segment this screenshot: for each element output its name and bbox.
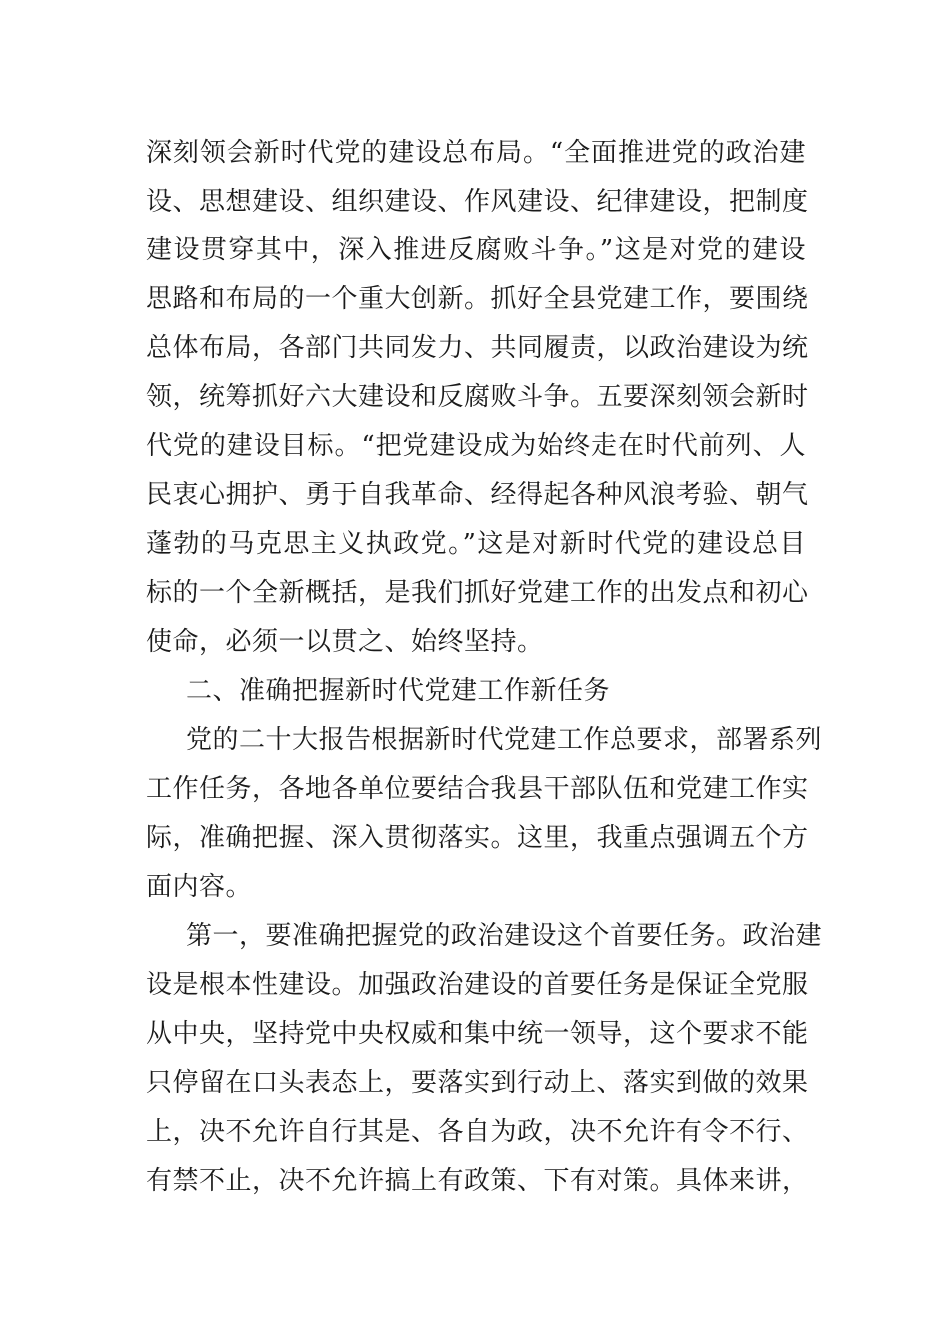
section-heading: 二、准确把握新时代党建工作新任务 [186,676,611,706]
text-line: 民衷心拥护、勇于自我革命、经得起各种风浪考验、朝气 [146,480,809,510]
text-line: 深刻领会新时代党的建设总布局。“全面推进党的政治建 [146,138,806,168]
text-line: 党的二十大报告根据新时代党建工作总要求，部署系列 [186,725,823,755]
text-line: 建设贯穿其中，深入推进反腐败斗争。”这是对党的建设 [146,235,806,265]
text-line: 思路和布局的一个重大创新。抓好全县党建工作，要围绕 [146,284,809,314]
text-line: 蓬勃的马克思主义执政党。”这是对新时代党的建设总目 [146,529,806,559]
text-line: 设、思想建设、组织建设、作风建设、纪律建设，把制度 [146,187,809,217]
text-line: 代党的建设目标。“把党建设成为始终走在时代前列、人 [146,431,806,461]
text-line: 领，统筹抓好六大建设和反腐败斗争。五要深刻领会新时 [146,382,809,412]
text-line: 总体布局，各部门共同发力、共同履责，以政治建设为统 [146,333,809,363]
text-line: 有禁不止，决不允许搞上有政策、下有对策。具体来讲， [146,1166,809,1196]
text-line: 使命，必须一以贯之、始终坚持。 [146,627,544,657]
text-line: 从中央，坚持党中央权威和集中统一领导，这个要求不能 [146,1019,809,1049]
text-line: 第一，要准确把握党的政治建设这个首要任务。政治建 [186,921,823,951]
text-line: 工作任务，各地各单位要结合我县干部队伍和党建工作实 [146,774,809,804]
text-line: 面内容。 [146,872,253,902]
text-line: 标的一个全新概括，是我们抓好党建工作的出发点和初心 [146,578,809,608]
text-line: 只停留在口头表态上，要落实到行动上、落实到做的效果 [146,1068,809,1098]
text-line: 际，准确把握、深入贯彻落实。这里，我重点强调五个方 [146,823,809,853]
text-line: 设是根本性建设。加强政治建设的首要任务是保证全党服 [146,970,809,1000]
text-line: 上，决不允许自行其是、各自为政，决不允许有令不行、 [146,1117,809,1147]
